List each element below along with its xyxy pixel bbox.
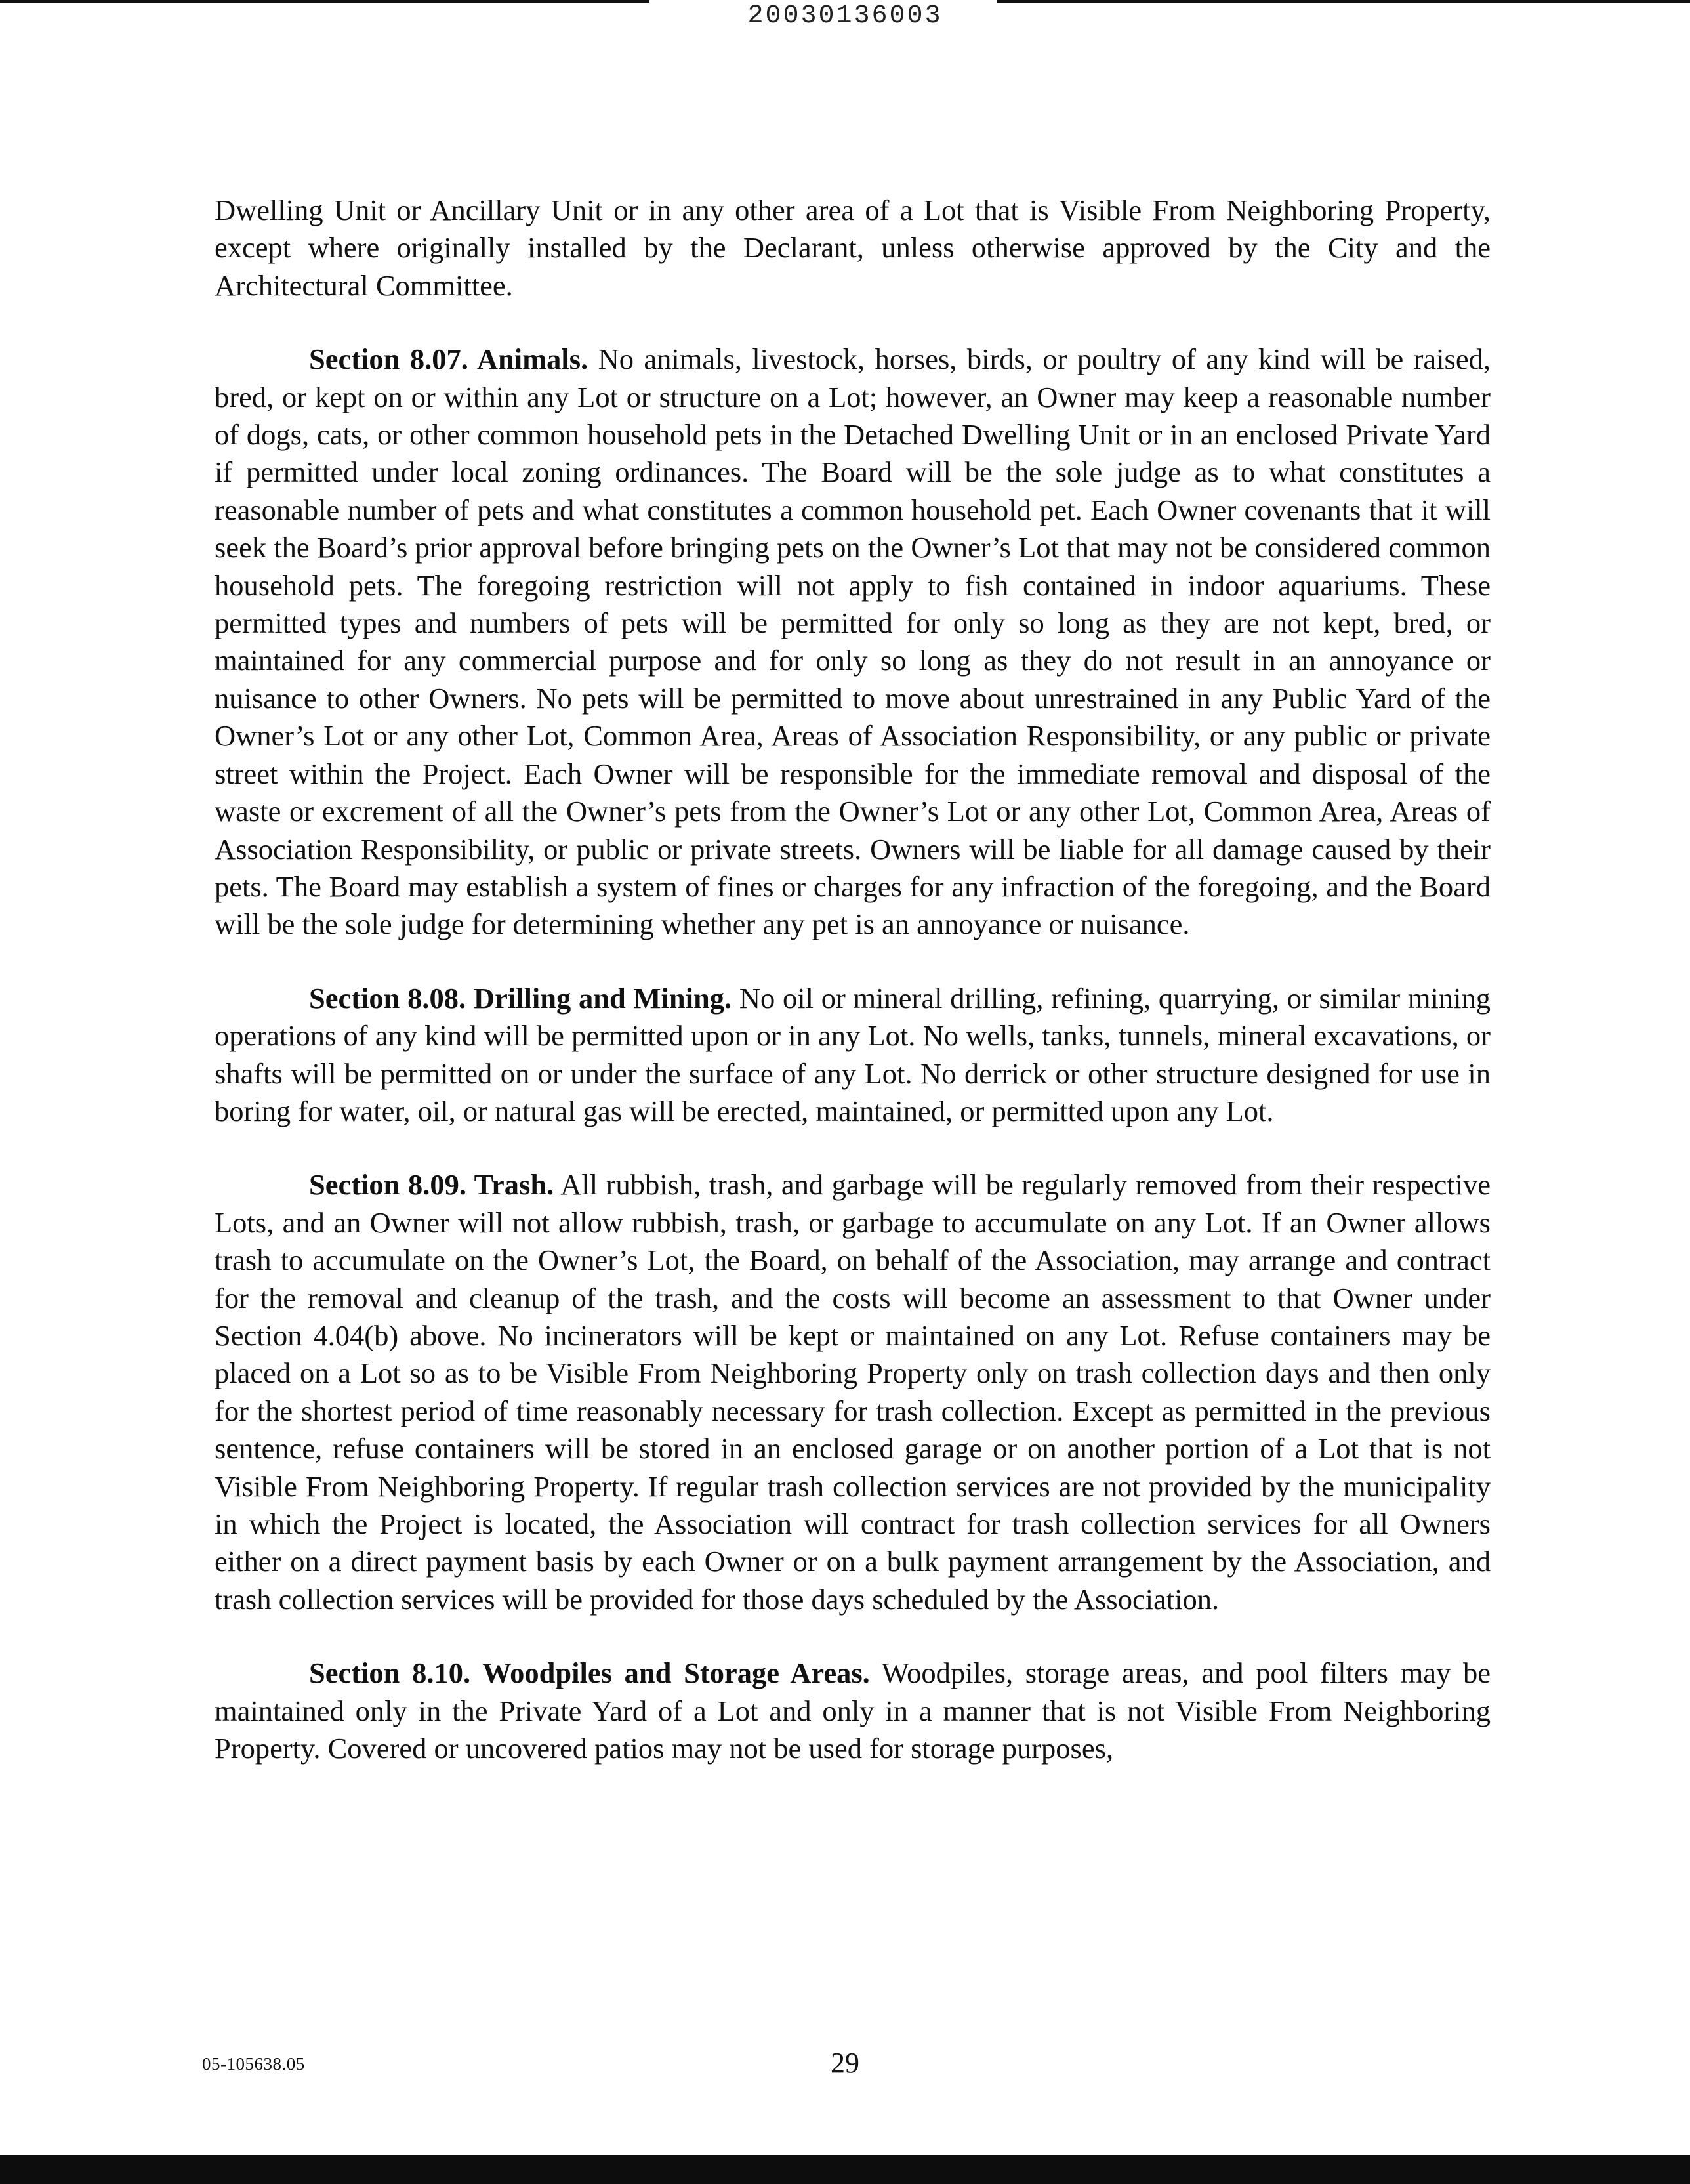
page-number: 29 (831, 2047, 859, 2079)
section-heading: Section 8.09. Trash. (309, 1168, 554, 1202)
section-heading: Section 8.10. Woodpiles and Storage Areas. (309, 1656, 870, 1690)
paragraph-body: All rubbish, trash, and garbage will be regularly removed from their respective Lots, and an Owner will not allow rubbish, trash, or garbage to accumulate on any Lot. If an Owner allows trash to accumulate on the Owner’s Lot, the Board, on behalf of the Association, may arrange and contract for the removal and cleanup of the trash, and the costs will become an assessment to that Owner under Section 4.04(b) above. No incinerators will be kept or maintained on any Lot. Refuse containers may be placed on a Lot so as to be Visible From Neighboring Property only on trash collection days and then only for the shortest period of time reasonably necessary for trash collection. Except as permitted in the previous sentence, refuse containers will be stored in an enclosed garage or on another portion of a Lot that is not Visible From Neighboring Property. If regular trash collection services are not provided by the municipality in which the Project is located, the Association will contract for trash collection services for all Owners either on a direct payment basis by each Owner or on a bulk payment arrangement by the Association, and trash collection services will be provided for those days scheduled by the Association. (215, 1168, 1491, 1616)
section-8-08-drilling-mining (215, 980, 1491, 1131)
paragraph-body: Dwelling Unit or Ancillary Unit or in any other area of a Lot that is Visible From Neighboring Property, except where originally installed by the Declarant, unless otherwise approved by the City and the Architectural Committee. (215, 194, 1491, 302)
paragraph-body: Woodpiles, storage areas, and pool filters may be maintained only in the Private Yard of a Lot and only in a manner that is not Visible From Neighboring Property. Covered or uncovered patios may not be used for storage purposes, (215, 1656, 1491, 1765)
section-8-09-trash (215, 1166, 1491, 1618)
footer-document-code: 05-105638.05 (202, 2054, 305, 2074)
section-8-10-woodpiles-storage (215, 1654, 1491, 1767)
document-body (215, 192, 1491, 1803)
paragraph-body: No animals, livestock, horses, birds, or poultry of any kind will be raised, bred, or kept on or within any Lot or structure on a Lot; however, an Owner may keep a reasonable number of dogs, cats, or other common household pets in the Detached Dwelling Unit or in an enclosed Private Yard if permitted under local zoning ordinances. The Board will be the sole judge as to what constitutes a reasonable number of pets and what constitutes a common household pet. Each Owner covenants that it will seek the Board’s prior approval before bringing pets on the Owner’s Lot that may not be considered common household pets. The foregoing restriction will not apply to fish contained in indoor aquariums. These permitted types and numbers of pets will be permitted for only so long as they are not kept, bred, or maintained for any commercial purpose and for only so long as they do not result in an annoyance or nuisance to other Owners. No pets will be permitted to move about unrestrained in any Public Yard of the Owner’s Lot or any other Lot, Common Area, Areas of Association Responsibility, or any public or private street within the Project. Each Owner will be responsible for the immediate removal and disposal of the waste or excrement of all the Owner’s pets from the Owner’s Lot or any other Lot, Common Area, Areas of Association Responsibility, or public or private streets. Owners will be liable for all damage caused by their pets. The Board may establish a system of fines or charges for any infraction of the foregoing, and the Board will be the sole judge for determining whether any pet is an annoyance or nuisance. (215, 343, 1491, 941)
paragraph-body: No oil or mineral drilling, refining, quarrying, or similar mining operations of any kind will be permitted upon or in any Lot. No wells, tanks, tunnels, mineral excavations, or shafts will be permitted on or under the surface of any Lot. No derrick or other structure designed for use in boring for water, oil, or natural gas will be erected, maintained, or permitted upon any Lot. (215, 981, 1491, 1127)
document-number: 20030136003 (747, 1, 943, 31)
paragraph-continuation (215, 192, 1491, 304)
section-heading: Section 8.07. Animals. (309, 343, 588, 376)
section-heading: Section 8.08. Drilling and Mining. (309, 981, 732, 1015)
bottom-scan-border (0, 2155, 1690, 2184)
section-8-07-animals (215, 341, 1491, 944)
